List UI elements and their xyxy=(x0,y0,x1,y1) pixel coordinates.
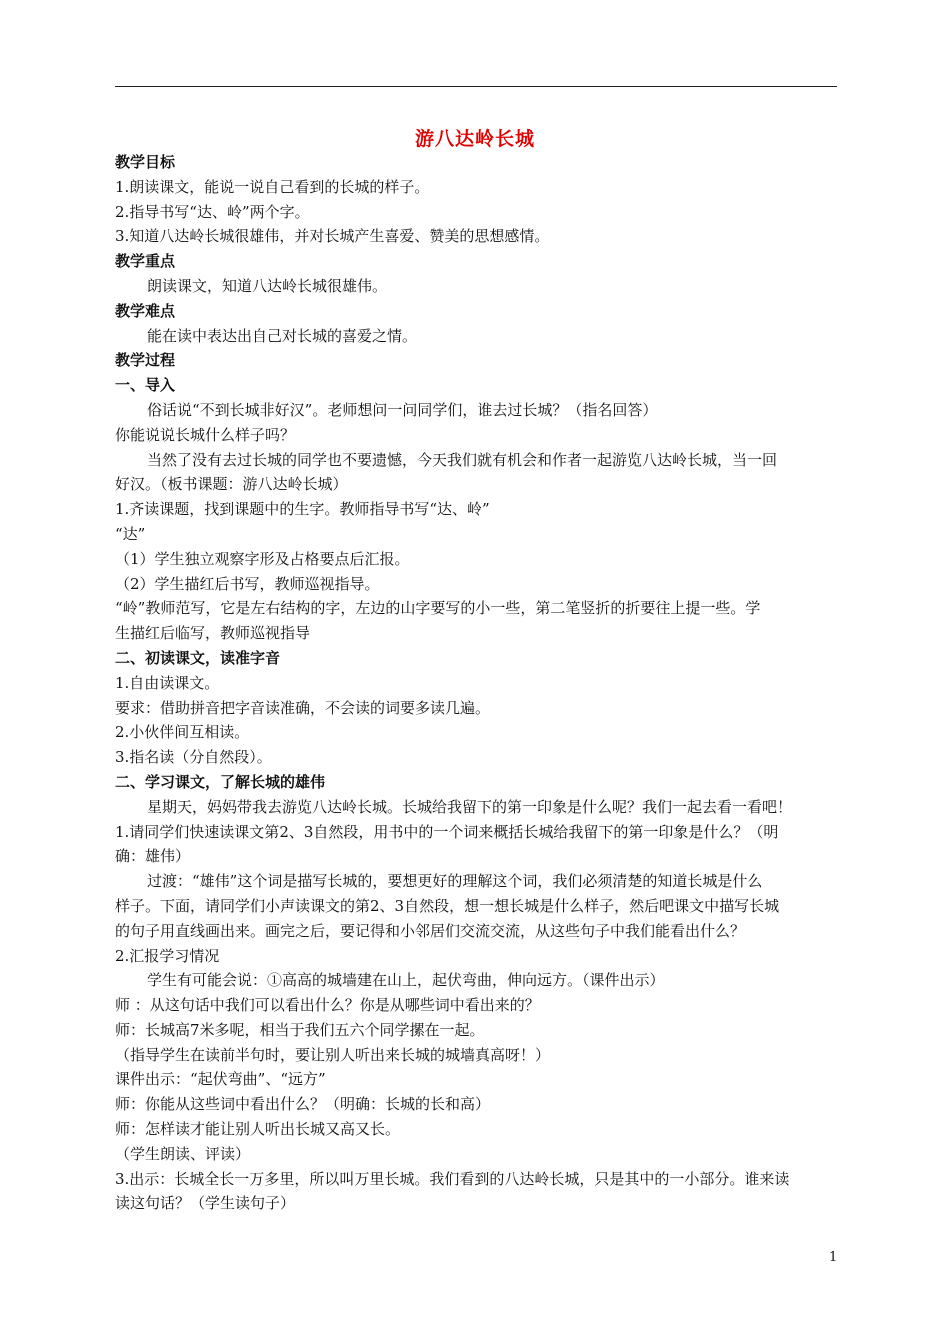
text-line: 3.指名读（分自然段）。 xyxy=(115,748,272,767)
section-heading: 一、导入 xyxy=(115,376,176,395)
text-line: 俗话说“不到长城非好汉”。老师想问一问同学们，谁去过长城？（指名回答） xyxy=(147,400,658,419)
text-line: 2.小伙伴间互相读。 xyxy=(115,723,250,742)
text-line: 师 ：从这句话中我们可以看出什么？你是从哪些词中看出来的？ xyxy=(115,996,540,1015)
text-line: 1.自由读课文。 xyxy=(115,673,220,692)
text-line: 1.请同学们快速读课文第2、3自然段，用书中的一个词来概括长城给我留下的第一印象是什么？（明 xyxy=(115,822,779,841)
header-rule xyxy=(115,86,837,87)
text-line: 读这句话？（学生读句子） xyxy=(115,1194,296,1213)
text-line: 你能说说长城什么样子吗？ xyxy=(115,425,296,444)
section-heading: 二、学习课文，了解长城的雄伟 xyxy=(115,772,326,791)
text-line: 当然了没有去过长城的同学也不要遗憾，今天我们就有机会和作者一起游览八达岭长城，当一回 xyxy=(147,450,778,469)
text-line: 3.出示：长城全长一万多里，所以叫万里长城。我们看到的八达岭长城，只是其中的一小部分。谁来读 xyxy=(115,1169,790,1188)
text-line: （指导学生在读前半句时，要让别人听出来长城的城墙真高呀！） xyxy=(115,1045,551,1064)
document-body xyxy=(115,150,837,1216)
page-number: 1 xyxy=(829,1250,838,1265)
text-line: “岭”教师范写，它是左右结构的字，左边的山字要写的小一些，第二笔竖折的折要往上提一些。学 xyxy=(115,599,761,618)
text-line: （1）学生独立观察字形及占格要点后汇报。 xyxy=(115,549,410,568)
section-heading: 教学过程 xyxy=(115,351,176,370)
page-title: 游八达岭长城 xyxy=(414,128,535,150)
text-line: 能在读中表达出自己对长城的喜爱之情。 xyxy=(147,326,418,345)
text-line: 2.指导书写“达、岭”两个字。 xyxy=(115,202,310,221)
text-line: 2.汇报学习情况 xyxy=(115,946,220,965)
text-line: 确：雄伟） xyxy=(115,847,191,866)
text-line: 课件出示：“起伏弯曲”、“远方” xyxy=(115,1070,326,1089)
text-line: 的句子用直线画出来。画完之后，要记得和小邻居们交流交流，从这些句子中我们能看出什么？ xyxy=(115,921,746,940)
text-line: 要求：借助拼音把字音读准确，不会读的词要多读几遍。 xyxy=(115,698,491,717)
section-heading: 教学重点 xyxy=(115,252,176,271)
text-line: （学生朗读、评读） xyxy=(115,1144,251,1163)
text-line: 1.齐读课题，找到课题中的生字。教师指导书写“达、岭” xyxy=(115,500,490,519)
text-line: 星期天，妈妈带我去游览八达岭长城。长城给我留下的第一印象是什么呢？我们一起去看一看吧！ xyxy=(147,797,793,816)
section-heading: 教学目标 xyxy=(115,153,176,171)
text-line: 朗读课文，知道八达岭长城很雄伟。 xyxy=(147,276,388,295)
text-line: （2）学生描红后书写，教师巡视指导。 xyxy=(115,574,380,593)
text-line: 学生有可能会说：①高高的城墙建在山上，起伏弯曲，伸向远方。（课件出示） xyxy=(147,971,665,990)
section-heading: 教学难点 xyxy=(115,301,176,320)
text-line: 师：长城高7米多呢，相当于我们五六个同学摞在一起。 xyxy=(115,1020,485,1039)
section-heading: 二、初读课文，读准字音 xyxy=(115,648,281,667)
text-line: 好汉。（板书课题：游八达岭长城） xyxy=(115,475,348,494)
text-line: “达” xyxy=(115,524,146,543)
text-line: 样子。下面，请同学们小声读课文的第2、3自然段，想一想长城是什么样子，然后吧课文中描写长城 xyxy=(115,896,780,915)
text-line: 师：怎样读才能让别人听出长城又高又长。 xyxy=(115,1120,401,1139)
text-line: 3.知道八达岭长城很雄伟，并对长城产生喜爱、赞美的思想感情。 xyxy=(115,227,550,246)
text-line: 1.朗读课文，能说一说自己看到的长城的样子。 xyxy=(115,177,430,196)
text-line: 过渡：“雄伟”这个词是描写长城的，要想更好的理解这个词，我们必须清楚的知道长城是什么 xyxy=(147,872,763,891)
text-line: 师：你能从这些词中看出什么？（明确：长城的长和高） xyxy=(115,1095,491,1114)
text-line: 生描红后临写，教师巡视指导 xyxy=(115,624,311,643)
